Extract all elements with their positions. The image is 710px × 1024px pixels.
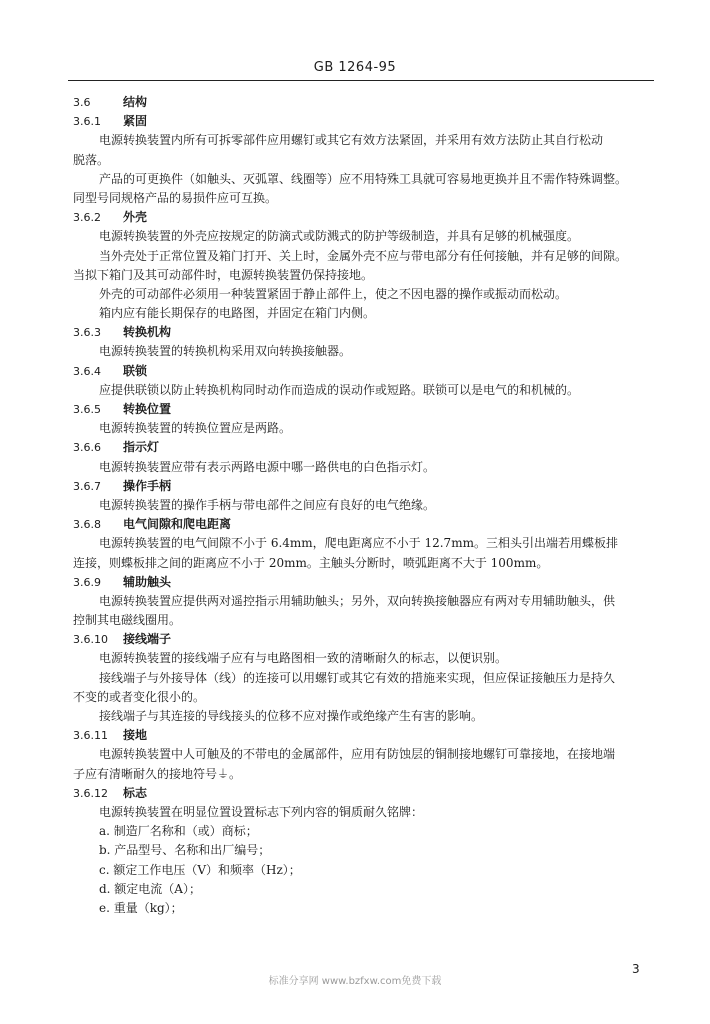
- paragraph-line: 电源转换装置的电气间隙不小于 6.4mm，爬电距离应不小于 12.7mm。三相头引出端若用蝶板排: [99, 536, 618, 551]
- list-item: b. 产品型号、名称和出厂编号；: [99, 843, 271, 858]
- paragraph-line: 连接，则蝶板排之间的距离应不小于 20mm。主触头分断时，喷弧距离不大于 100mm。: [73, 555, 549, 570]
- section-heading: 3.6.7 操作手柄: [73, 478, 172, 493]
- footer-watermark: 标准分享网 www.bzfxw.com免费下载: [268, 976, 442, 987]
- section-heading: 3.6.3 转换机构: [73, 325, 172, 340]
- paragraph-line: 外壳的可动部件必须用一种装置紧固于静止部件上，使之不因电器的操作或振动而松动。: [99, 286, 568, 301]
- paragraph-line: 应提供联锁以防止转换机构同时动作而造成的误动作或短路。联锁可以是电气的和机械的。: [99, 382, 580, 397]
- list-item: a. 制造厂名称和（或）商标；: [99, 824, 258, 839]
- section-heading: 3.6.9 辅助触头: [73, 574, 172, 589]
- section-heading: 3.6 结构: [73, 95, 148, 109]
- section-heading: 3.6.10 接线端子: [73, 632, 172, 647]
- paragraph-line: 接线端子与外接导体（线）的连接可以用螺钉或其它有效的措施来实现，但应保证接触压力是持久: [99, 670, 616, 685]
- paragraph-line: 当拟下箱门及其可动部件时，电源转换装置仍保持接地。: [73, 267, 374, 282]
- paragraph-line: 电源转换装置在明显位置设置标志下列内容的铜质耐久铭牌：: [99, 804, 424, 819]
- paragraph-line: 同型号同规格产品的易损件应可互换。: [73, 190, 278, 205]
- section-heading: 3.6.2 外壳: [73, 210, 148, 225]
- header-rule: [68, 80, 654, 81]
- section-heading: 3.6.1 紧固: [73, 114, 148, 129]
- paragraph-line: 不变的或者变化很小的。: [73, 689, 206, 704]
- paragraph-line: 子应有清晰耐久的接地符号⏚。: [73, 766, 242, 781]
- section-heading: 3.6.8 电气间隙和爬电距离: [73, 517, 232, 532]
- page-body: [73, 93, 658, 918]
- standard-code: GB 1264-95: [313, 60, 397, 75]
- paragraph-line: 电源转换装置的操作手柄与带电部件之间应有良好的电气绝缘。: [99, 497, 436, 512]
- paragraph-line: 电源转换装置的外壳应按规定的防滴式或防溅式的防护等级制造，并具有足够的机械强度。: [99, 229, 580, 244]
- paragraph-line: 当外壳处于正常位置及箱门打开、关上时，金属外壳不应与带电部分有任何接触，并有足够的间隙。: [99, 248, 628, 263]
- paragraph-line: 电源转换装置应带有表示两路电源中哪一路供电的白色指示灯。: [99, 459, 436, 474]
- list-item: e. 重量（kg）；: [99, 900, 183, 915]
- paragraph-line: 箱内应有能长期保存的电路图，并固定在箱门内侧。: [99, 306, 376, 321]
- paragraph-line: 电源转换装置的接线端子应有与电路图相一致的清晰耐久的标志，以便识别。: [99, 651, 508, 666]
- paragraph-line: 产品的可更换件（如触头、灭弧罩、线圈等）应不用特殊工具就可容易地更换并且不需作特殊调整。: [99, 171, 628, 186]
- paragraph-line: 脱落。: [73, 152, 110, 167]
- section-heading: 3.6.12 标志: [73, 785, 148, 800]
- paragraph-line: 控制其电磁线圈用。: [73, 613, 182, 628]
- paragraph-line: 接线端子与其连接的导线接头的位移不应对操作或绝缘产生有害的影响。: [99, 709, 484, 723]
- section-heading: 3.6.6 指示灯: [73, 440, 160, 455]
- page-number: 3: [632, 962, 640, 976]
- paragraph-line: 电源转换装置中人可触及的不带电的金属部件，应用有防蚀层的铜制接地螺钉可靠接地，在接地端: [99, 747, 616, 762]
- paragraph-line: 电源转换装置内所有可拆零部件应用螺钉或其它有效方法紧固，并采用有效方法防止其自行松动: [99, 133, 604, 148]
- section-heading: 3.6.11 接地: [73, 728, 148, 743]
- list-item: d. 额定电流（A）；: [99, 881, 201, 896]
- section-heading: 3.6.4 联锁: [73, 363, 148, 378]
- list-item: c. 额定工作电压（V）和频率（Hz）；: [99, 862, 301, 877]
- paragraph-line: 电源转换装置的转换机构采用双向转换接触器。: [99, 344, 352, 359]
- paragraph-line: 电源转换装置应提供两对遥控指示用辅助触头；另外，双向转换接触器应有两对专用辅助触头，供: [99, 593, 616, 608]
- paragraph-line: 电源转换装置的转换位置应是两路。: [99, 421, 292, 436]
- section-heading: 3.6.5 转换位置: [73, 402, 172, 416]
